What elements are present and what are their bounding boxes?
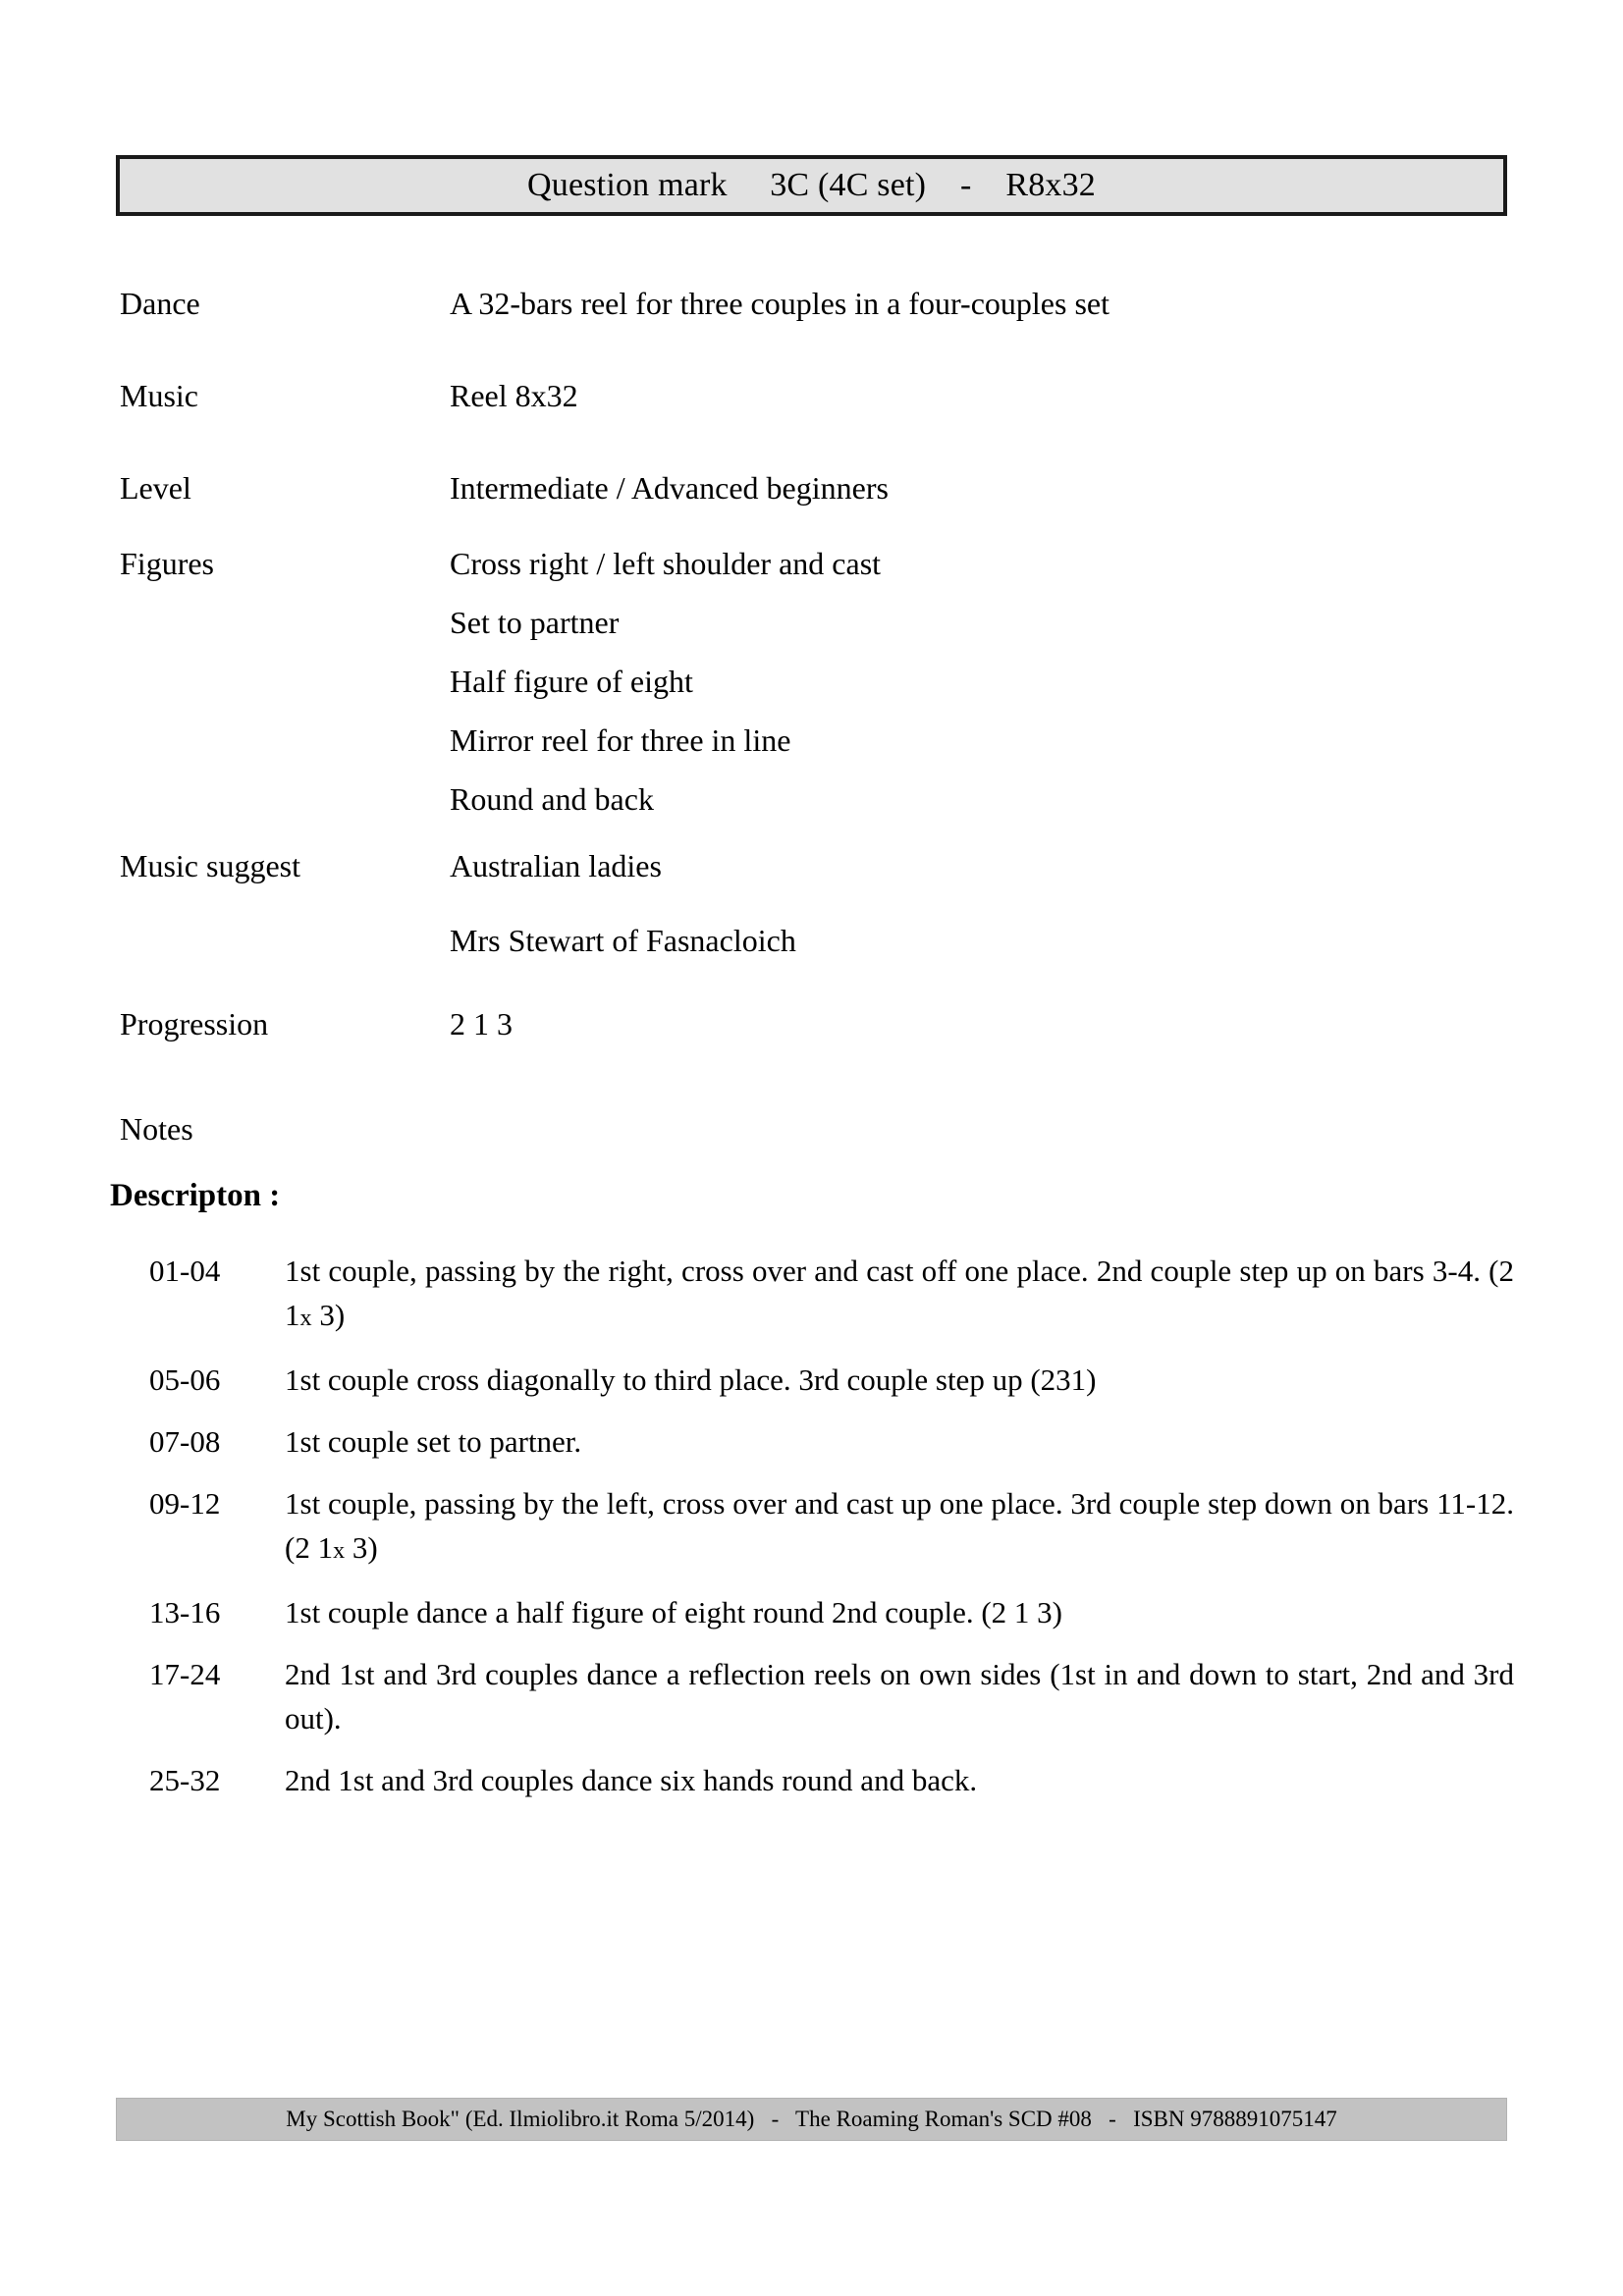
info-row-values bbox=[450, 978, 1514, 1070]
description-list bbox=[149, 1249, 1514, 1820]
info-row-label: Dance bbox=[120, 286, 200, 321]
dance-info-block bbox=[120, 257, 1514, 1070]
info-row-values bbox=[450, 349, 1514, 442]
description-item-text-main: 1st couple, passing by the right, cross over and cast off one place. 2nd couple step up on bars 3-4. (2 1 bbox=[285, 1254, 1514, 1332]
info-row bbox=[120, 257, 1514, 349]
description-item bbox=[149, 1758, 1514, 1802]
description-item-text bbox=[285, 1590, 1514, 1634]
info-row-label: Progression bbox=[120, 1006, 269, 1041]
description-item-text bbox=[285, 1249, 1514, 1340]
description-item-bars: 17-24 bbox=[149, 1657, 221, 1691]
info-row-value: A 32-bars reel for three couples in a four-couples set bbox=[450, 286, 1109, 321]
notes-label: Notes bbox=[120, 1111, 193, 1147]
footer-bar bbox=[116, 2098, 1507, 2141]
footer-credit-text: My Scottish Book" (Ed. Ilmiolibro.it Roma 5/2014) - The Roaming Roman's SCD #08 - ISBN 9788891075147 bbox=[286, 2107, 1337, 2131]
info-row-value: Australian ladies bbox=[450, 848, 662, 883]
description-item-text-main: 1st couple, passing by the left, cross over and cast up one place. 3rd couple step down on bars 11-12. (2 1 bbox=[285, 1486, 1514, 1565]
description-heading: Descripton : bbox=[110, 1178, 281, 1213]
description-item bbox=[149, 1590, 1514, 1634]
description-item-bars: 07-08 bbox=[149, 1424, 221, 1459]
info-row-value: Mrs Stewart of Fasnacloich bbox=[450, 923, 796, 958]
description-item-text bbox=[285, 1419, 1514, 1464]
description-item-bars: 05-06 bbox=[149, 1362, 221, 1397]
info-row bbox=[120, 349, 1514, 442]
description-item bbox=[149, 1358, 1514, 1402]
description-item-bars: 09-12 bbox=[149, 1486, 221, 1521]
description-item bbox=[149, 1249, 1514, 1340]
description-item-cross-marker: x bbox=[333, 1537, 346, 1564]
description-item bbox=[149, 1652, 1514, 1740]
info-row bbox=[120, 978, 1514, 1070]
info-row-label: Music suggest bbox=[120, 848, 300, 883]
info-row bbox=[120, 534, 1514, 828]
description-item-bars: 25-32 bbox=[149, 1763, 221, 1797]
description-item-text-main: 1st couple cross diagonally to third place. 3rd couple step up (231) bbox=[285, 1362, 1097, 1397]
dance-title-bar bbox=[116, 155, 1507, 216]
info-row-value: Mirror reel for three in line bbox=[450, 722, 791, 758]
description-item-text-main: 1st couple dance a half figure of eight round 2nd couple. (2 1 3) bbox=[285, 1595, 1062, 1629]
description-item-text bbox=[285, 1481, 1514, 1573]
info-row-value: 2 1 3 bbox=[450, 1006, 513, 1041]
description-item-text-main: 2nd 1st and 3rd couples dance a reflection reels on own sides (1st in and down to start, 2nd and 3rd out). bbox=[285, 1657, 1514, 1735]
description-item-bars: 13-16 bbox=[149, 1595, 221, 1629]
description-item-text-tail: 3) bbox=[311, 1298, 346, 1332]
info-row-value: Intermediate / Advanced beginners bbox=[450, 470, 889, 506]
description-item bbox=[149, 1419, 1514, 1464]
info-row bbox=[120, 828, 1514, 978]
info-row-label: Figures bbox=[120, 546, 214, 581]
info-row-label: Music bbox=[120, 378, 198, 413]
info-row-values bbox=[450, 534, 1514, 828]
description-item-text-tail: 3) bbox=[345, 1530, 378, 1565]
description-item-bars: 01-04 bbox=[149, 1254, 221, 1288]
description-item-text bbox=[285, 1652, 1514, 1740]
description-item-text-main: 2nd 1st and 3rd couples dance six hands round and back. bbox=[285, 1763, 978, 1797]
description-item-cross-marker: x bbox=[299, 1305, 312, 1331]
description-item-text-main: 1st couple set to partner. bbox=[285, 1424, 582, 1459]
description-item-text bbox=[285, 1358, 1514, 1402]
info-row-value: Round and back bbox=[450, 781, 654, 817]
info-row-value: Reel 8x32 bbox=[450, 378, 578, 413]
info-row-value: Half figure of eight bbox=[450, 664, 693, 699]
info-row-values bbox=[450, 828, 1514, 978]
info-row bbox=[120, 442, 1514, 534]
description-item-text bbox=[285, 1758, 1514, 1802]
info-row-values bbox=[450, 257, 1514, 349]
info-row-value: Cross right / left shoulder and cast bbox=[450, 546, 882, 581]
page-title: Question mark 3C (4C set) - R8x32 bbox=[527, 167, 1096, 203]
info-row-value: Set to partner bbox=[450, 605, 620, 640]
description-item bbox=[149, 1481, 1514, 1573]
info-row-values bbox=[450, 442, 1514, 534]
info-row-label: Level bbox=[120, 470, 191, 506]
